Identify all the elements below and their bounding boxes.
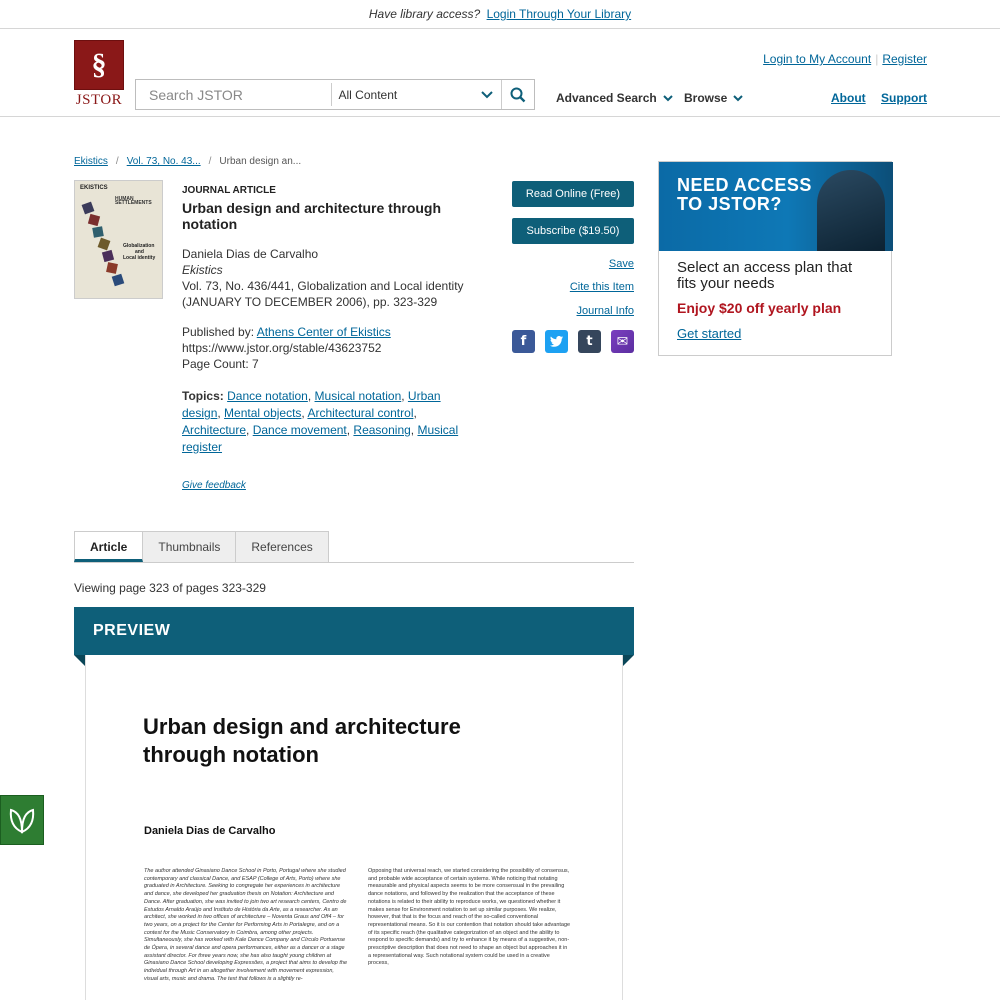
account-links (763, 52, 927, 66)
topic-link[interactable]: Architectural control (307, 406, 414, 420)
cover-graphic (102, 250, 114, 262)
get-started-link[interactable]: Get started (677, 326, 742, 341)
ad-banner (659, 162, 893, 251)
search-scope-select[interactable] (332, 80, 502, 109)
register-link[interactable]: Register (882, 52, 927, 66)
article-metadata (182, 183, 467, 494)
chevron-down-icon (663, 95, 673, 102)
topic-link[interactable]: Musical register (182, 423, 459, 454)
login-account-link[interactable]: Login to My Account (763, 52, 872, 66)
login-through-library-link[interactable]: Login Through Your Library (486, 7, 632, 21)
breadcrumb-separator: / (115, 156, 119, 167)
breadcrumb-journal[interactable]: Ekistics (74, 156, 108, 167)
cover-graphic (106, 262, 118, 274)
topics-label: Topics: (182, 389, 224, 403)
cover-subtitle: HUMAN SETTLEMENTS (115, 196, 152, 206)
publisher-line (182, 324, 467, 340)
tab-article[interactable]: Article (74, 531, 143, 562)
subscribe-button[interactable]: Subscribe ($19.50) (512, 218, 634, 244)
preview-page-author: Daniela Dias de Carvalho (144, 825, 276, 837)
read-online-button[interactable]: Read Online (Free) (512, 181, 634, 207)
twitter-icon (550, 336, 563, 347)
cover-graphic (92, 226, 104, 238)
article-title: Urban design and architecture through notation (182, 200, 442, 232)
save-link[interactable]: Save (608, 258, 634, 270)
cover-graphic (112, 274, 125, 287)
preview-title-line: through notation (143, 742, 319, 767)
link-divider: | (875, 52, 879, 66)
feedback-row (182, 478, 467, 494)
breadcrumb-current: Urban design an... (219, 156, 302, 167)
preview-column-right: Opposing that universal reach, we started considering the possibility of consensus, and probable wide acceptance of certain systems. While noticing that notating measurable and physical aspects seems to be more consensual in the prevailing dance notations, and followed by the realization that the acceptance of these notations is related to their ability to reproduce works, we questioned whether it makes sense for Environment notation to set up similar purposes. We realize, however, that that is the focus and reach of the so-called conventional representational means. So it is our contention that notation should take advantage of its specific reach (the qualitative categorization of an object and the ability to respond to specific demands) and try to enhance it by means of a suggestive, non-prescriptive description that does not need to shape an object but approaches it in a representational way. Such notational system could be used in a creative process, (368, 868, 571, 967)
ad-headline (677, 176, 812, 214)
search-input[interactable] (136, 80, 331, 109)
breadcrumb-issue[interactable]: Vol. 73, No. 43... (126, 156, 201, 167)
publisher-link[interactable]: Athens Center of Ekistics (256, 325, 391, 339)
topic-link[interactable]: Reasoning (353, 423, 411, 437)
cover-theme-line: Globalization (123, 243, 155, 249)
tumblr-share-button[interactable] (578, 330, 601, 353)
topic-link[interactable]: Dance movement (252, 423, 347, 437)
preview-page-title (143, 713, 461, 769)
ribbon-fold (74, 655, 85, 666)
jstor-logo-text: JSTOR (75, 92, 123, 108)
ad-photo (817, 170, 885, 251)
library-access-prompt: Have library access? (368, 7, 481, 21)
breadcrumb (74, 156, 301, 167)
search-button[interactable] (501, 80, 534, 109)
access-ad[interactable] (658, 161, 892, 356)
leaf-icon (7, 806, 37, 834)
topic-link[interactable]: Dance notation (227, 389, 308, 403)
ad-offer: Enjoy $20 off yearly plan (677, 300, 842, 316)
page-viewing-status: Viewing page 323 of pages 323-329 (74, 581, 266, 595)
topic-link[interactable]: Musical notation (314, 389, 402, 403)
breadcrumb-separator: / (208, 156, 212, 167)
ad-body (659, 251, 891, 352)
ad-headline-line: NEED ACCESS (677, 175, 812, 195)
library-access-bar (0, 0, 1000, 29)
cover-graphic (82, 202, 95, 215)
topic-link[interactable]: Mental objects (224, 406, 302, 420)
search-scope-value: All Content (338, 87, 398, 102)
facebook-share-button[interactable] (512, 330, 535, 353)
jstor-logo-icon: § (74, 40, 124, 90)
support-link[interactable]: Support (881, 91, 927, 105)
browse-menu[interactable] (684, 91, 743, 105)
facebook-icon: f (520, 334, 527, 349)
journal-info-link[interactable]: Journal Info (576, 305, 634, 317)
tab-references[interactable]: References (236, 531, 328, 562)
journal-name: Ekistics (182, 263, 223, 277)
content-tabs (74, 531, 634, 563)
cite-item-link[interactable]: Cite this Item (569, 281, 634, 293)
give-feedback-link[interactable]: Give feedback (182, 480, 246, 491)
jstor-logo[interactable] (74, 40, 124, 112)
topics-list: Topics: Dance notation, Musical notation, Urban design, Mental objects, Architectural control, Architecture, Dance movement, Reasoning, Musical register (182, 389, 459, 454)
advanced-search-label: Advanced Search (556, 91, 657, 105)
cover-theme (123, 243, 155, 261)
search-icon (510, 87, 526, 103)
cover-graphic (88, 214, 100, 226)
cover-theme-line: and (135, 249, 144, 255)
cover-title: EKISTICS (80, 185, 108, 191)
topic-link[interactable]: Urban design (182, 389, 441, 420)
journal-cover-image[interactable] (74, 180, 163, 299)
twitter-share-button[interactable] (545, 330, 568, 353)
ad-text: Select an access plan that fits your needs (677, 259, 853, 292)
eco-widget-button[interactable] (0, 795, 44, 845)
preview-column-left: The author attended Ginasiano Dance School in Porto, Portugal where she studied contemporary and classical Dance, and ESAP (College of Arts, Porto) where she graduated in Architecture. Seeking to congregate her experiences in architecture and dance, she developed her graduation thesis on Notation: Architecture and Dance. After graduation, she was invited to join two art research centers, Centro de Estudos Arnaldo Araújo and Instituto de História da Arte, as a researcher. As an architect, she worked in two offices of architecture – Noventa Graus and Off4 – for two years, on a project for the Center for Performing Arts in Portalegre, and on a contest for the Music Conservatory in Coimbra, among other projects. Simultaneously, she has worked with Kale Dance Company and Círculo Portuense de Ópera, in several dance and opera performances, either as a dancer or a stage assistant director. For three years now, she has also taught young children at Ginasiano Dance School developing Expressões, a project that aims to develop the individual through Art in an altogether involvement with movement expression, visual arts, music and drama. The text that follows is a slightly re- (144, 868, 347, 982)
publication-block (182, 324, 467, 372)
topic-link[interactable]: Architecture (182, 423, 247, 437)
email-icon: ✉ (616, 333, 629, 350)
preview-title-line: Urban design and architecture (143, 714, 461, 739)
browse-label: Browse (684, 91, 728, 105)
about-link[interactable]: About (831, 91, 866, 105)
site-header (0, 29, 1000, 117)
advanced-search-menu[interactable] (556, 91, 673, 105)
volume-info: Vol. 73, No. 436/441, Globalization and Local identity (JANUARY TO DECEMBER 2006), pp. 323-329 (182, 279, 464, 309)
citation-block (182, 246, 467, 310)
article-author: Daniela Dias de Carvalho (182, 247, 319, 261)
stable-url: https://www.jstor.org/stable/43623752 (182, 341, 382, 355)
page-count: Page Count: 7 (182, 357, 259, 371)
chevron-down-icon (733, 95, 743, 102)
tab-thumbnails[interactable]: Thumbnails (143, 531, 236, 562)
chevron-down-icon (481, 91, 493, 99)
search-bar (135, 79, 535, 110)
preview-header: PREVIEW (74, 607, 634, 655)
ribbon-fold (623, 655, 634, 666)
cover-theme-line: Local identity (123, 255, 156, 261)
tumblr-icon: t (586, 334, 593, 349)
info-links (819, 91, 927, 105)
email-share-button[interactable] (611, 330, 634, 353)
cover-graphic (98, 238, 111, 251)
preview-page (85, 655, 623, 1000)
ad-headline-line: TO JSTOR? (677, 194, 782, 214)
article-type: JOURNAL ARTICLE (182, 185, 276, 196)
published-by-label: Published by: (182, 325, 255, 339)
